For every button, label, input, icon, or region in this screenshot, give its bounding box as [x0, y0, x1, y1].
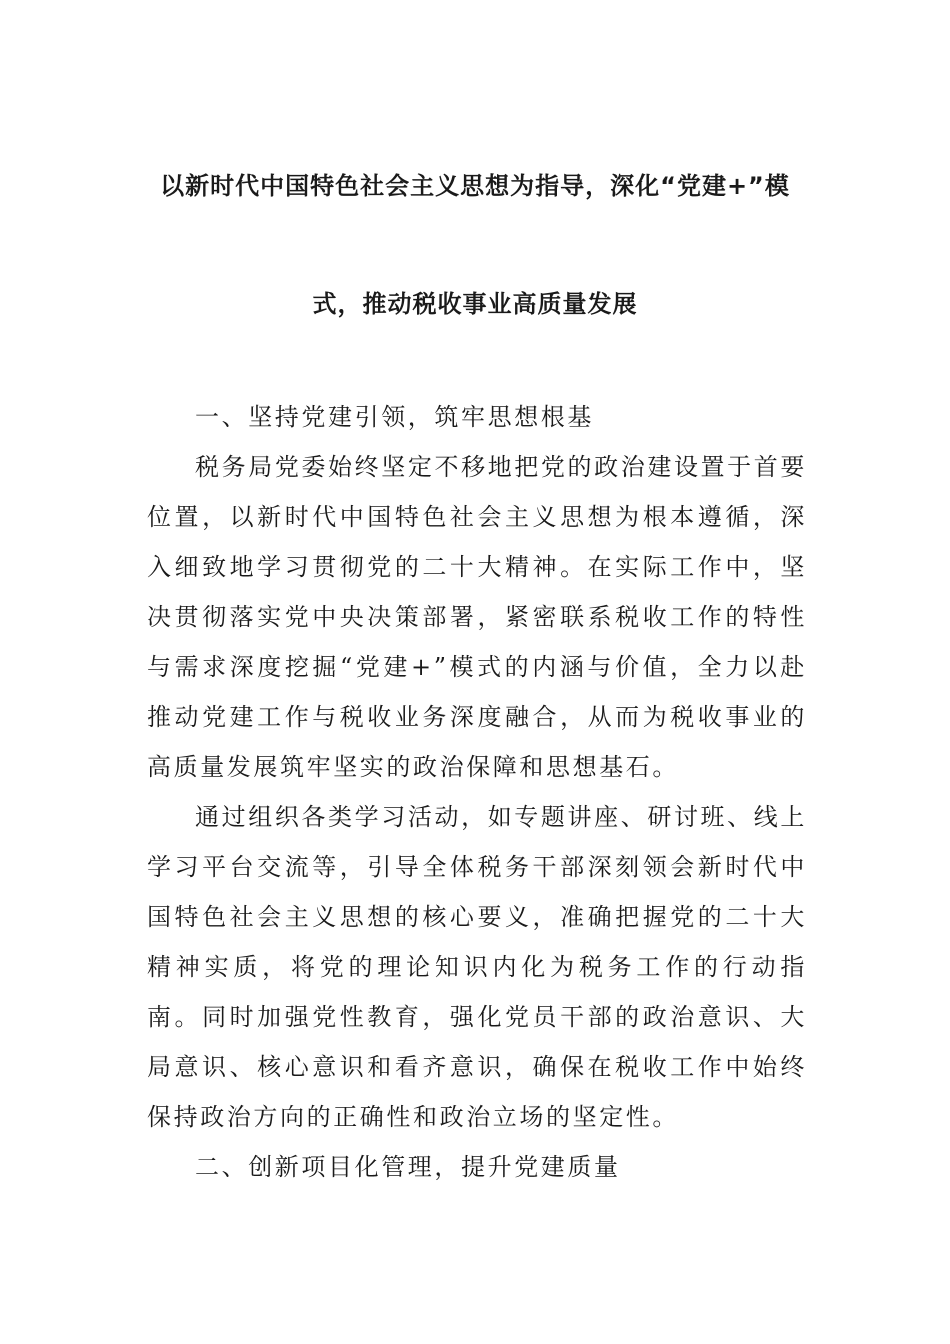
document-title-line-2: 式，推动税收事业高质量发展 [312, 290, 638, 318]
document-title-line-1: 以新时代中国特色社会主义思想为指导，深化“党建+”模 [160, 172, 790, 200]
section-heading-2: 二、创新项目化管理，提升党建质量 [195, 1153, 621, 1181]
section-heading-1: 一、坚持党建引领，筑牢思想根基 [195, 403, 594, 431]
section-1-paragraph-1: 税务局党委始终坚定不移地把党的政治建设置于首要位置，以新时代中国特色社会主义思想为根本遵循，深入细致地学习贯彻党的二十大精神。在实际工作中，坚决贯彻落实党中央决策部署，紧密联系税收工作的特性与需求深度挖掘“党建+”模式的内涵与价值，全力以赴推动党建工作与税收业务深度融合，从而为税收事业的高质量发展筑牢坚实的政治保障和思想基石。 [147, 453, 807, 781]
document-body [147, 392, 807, 1192]
section-1-paragraph-2: 通过组织各类学习活动，如专题讲座、研讨班、线上学习平台交流等，引导全体税务干部深刻领会新时代中国特色社会主义思想的核心要义，准确把握党的二十大精神实质，将党的理论知识内化为税务工作的行动指南。同时加强党性教育，强化党员干部的政治意识、大局意识、核心意识和看齐意识，确保在税收工作中始终保持政治方向的正确性和政治立场的坚定性。 [147, 803, 807, 1131]
